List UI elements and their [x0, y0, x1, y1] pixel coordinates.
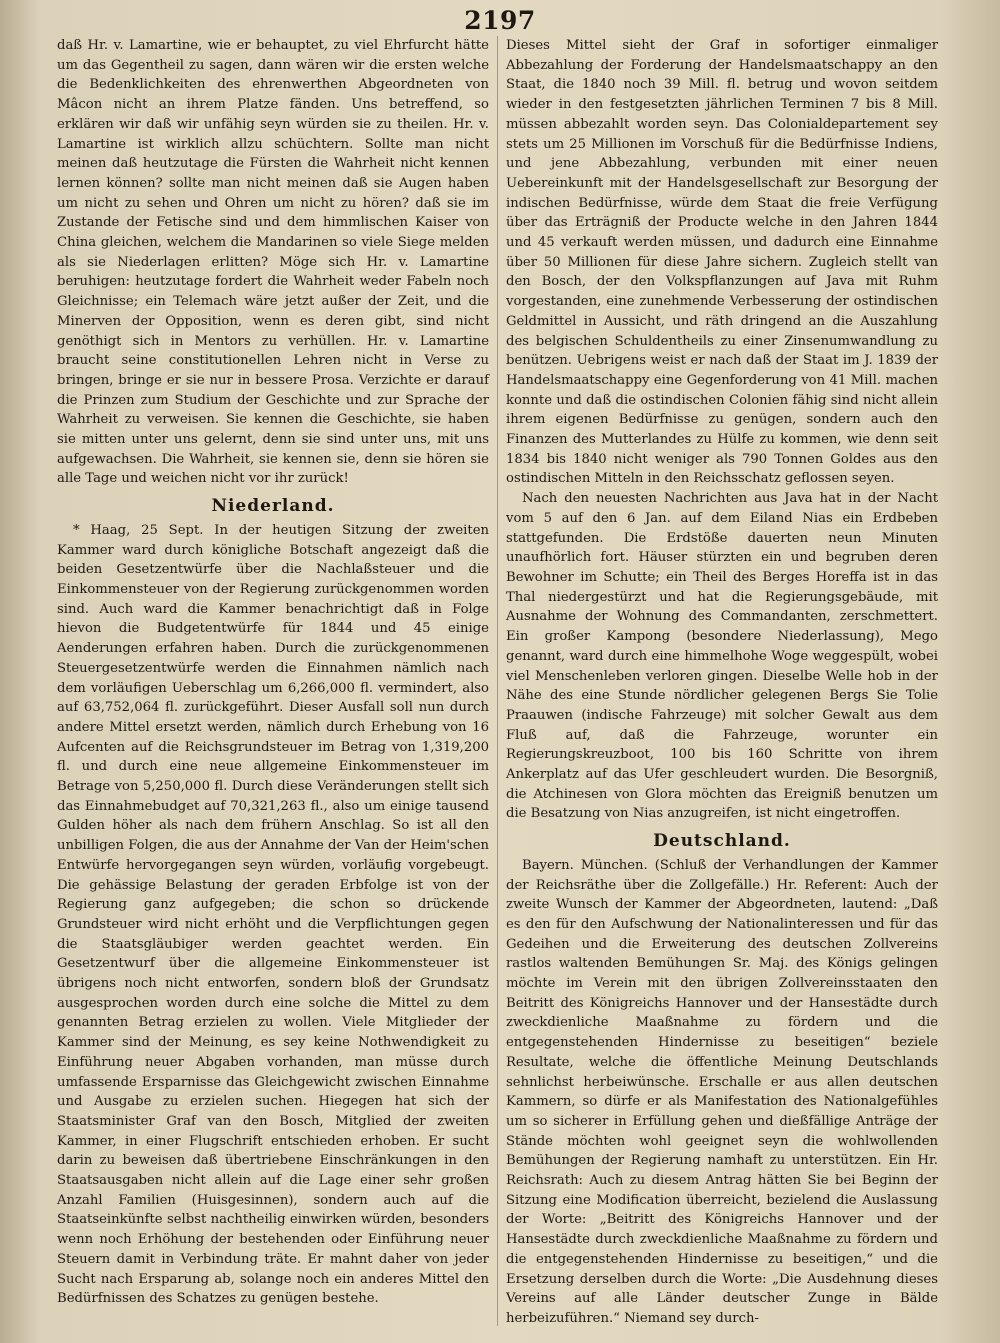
- java-earthquake-paragraph: Nach den neuesten Nachrichten aus Java hat in der Nacht vom 5 auf den 6 Jan. auf dem Eiland Nias ein Erdbeben stattgefunden. Die Erdstöße dauerten neun Minuten unaufhörlich fort. Häuser stürzten ein und begruben deren Bewohner im Schutte; ein Theil des Berges Horeffa ist in das Thal niedergestürzt und hat die Regierungsgebäude, mit Ausnahme der Wohnung des Commandanten, zerschmettert. Ein großer Kampong (besondere Niederlassung), Mego genannt, ward durch eine himmelhohe Woge weggespült, wobei viel Menschenleben verloren gingen. Dieselbe Welle hob in der Nähe des eine Stunde nördlicher gelegenen Bergs Sie Tolie Praauwen (indische Fahrzeuge) mit solcher Gewalt aus dem Fluß auf, daß die Fahrzeuge, worunter ein Regierungskreuzboot, 100 bis 160 Schritte von ihrem Ankerplatz auf das Ufer geschleudert wurden. Die Besorgniß, die Atchinesen von Glora möchten das Ereigniß benutzen um die Besatzung von Nias anzugreifen, ist nicht eingetroffen.: [506, 491, 938, 822]
- page-number: 2197: [464, 6, 536, 35]
- column-divider: [497, 36, 498, 1326]
- haag-article-paragraph: * Haag, 25 Sept. In der heutigen Sitzung der zweiten Kammer ward durch königliche Botschaft angezeigt daß die beiden Gesetzentwürfe über die Nachlaßsteuer und die Einkommensteuer von der Regierung zurückgenommen worden sind. Auch ward die Kammer benachrichtigt daß in Folge hievon die Budgetentwürfe für 1844 und 45 einige Aenderungen erfahren haben. Durch die zurückgenommenen Steuergesetzentwürfe werden die Einnahmen nämlich nach dem vorläufigen Ueberschlag um 6,266,000 fl. vermindert, also auf 63,752,064 fl. zurückgeführt. Dieser Ausfall soll nun durch andere Mittel ersetzt werden, nämlich durch Erhebung von 16 Aufcenten auf die Reichsgrundsteuer im Betrag von 1,319,200 fl. und durch eine neue allgemeine Einkommensteuer im Betrage von 5,250,000 fl. Durch diese Veränderungen stellt sich das Einnahmebudget auf 70,321,263 fl., also um einige tausend Gulden höher als nach dem frühern Anschlag. So ist all den unbilligen Folgen, die aus der Annahme der Van der Heim'schen Entwürfe hervorgegangen seyn würden, vorläufig vorgebeugt. Die gehässige Belastung der geraden Erbfolge ist von der Regierung ganz aufgegeben; die schon so drückende Grundsteuer wird nicht erhöht und die Verpflichtungen gegen die Staatsgläubiger werden geachtet werden. Ein Gesetzentwurf über die allgemeine Einkommensteuer ist übrigens noch nicht entworfen, sondern bloß der Grundsatz ausgesprochen worden durch eine solche die Mittel zu dem genannten Betrag erzielen zu wollen. Viele Mitglieder der Kammer sind der Meinung, es sey keine Nothwendigkeit zu Einführung neuer Abgaben vorhanden, man müsse durch umfassende Ersparnisse das Gleichgewicht zwischen Einnahme und Ausgabe zu erzielen suchen. Hiegegen hat sich der Staatsminister Graf van den Bosch, Mitglied der zweiten Kammer, in einer Flugschrift entschieden erhoben. Er sucht darin zu beweisen daß übertriebene Einschränkungen in den Staatsausgaben nicht allein auf die Lage einer sehr großen Anzahl Familien (Huisgesinnen), sondern auch auf die Staatseinkünfte selbst nachtheilig einwirken würden, besonders wenn noch Erhöhung der bestehenden oder Einführung neuer Steuern damit in Verbindung träte. Er mahnt daher von jeder Sucht nach Ersparung ab, solange noch ein anderes Mittel den Bedürfnissen des Schatzes zu genügen bestehe.: [57, 522, 489, 1307]
- section-heading-deutschland: Deutschland.: [653, 831, 791, 852]
- bosch-continuation-paragraph: Dieses Mittel sieht der Graf in sofortiger einmaliger Abbezahlung der Forderung der Handelsmaatschappy an den Staat, die 1840 noch 39 Mill. fl. betrug und wovon seitdem wieder in den festgesetzten jährlichen Terminen 7 bis 8 Mill. müssen abbezahlt worden seyn. Das Colonialdepartement sey stets um 25 Millionen im Vorschuß für die Bedürfnisse Indiens, und jene Abbezahlung, verbunden mit einer neuen Uebereinkunft mit der Handelsgesellschaft zur Besorgung der indischen Bedürfnisse, würde dem Staat die freie Verfügung über das Erträgniß der Producte welche in den Jahren 1844 und 45 verkauft werden müssen, und dadurch eine Einnahme über 50 Millionen für diese Jahre sichern. Zugleich stellt van den Bosch, der den Volkspflanzungen auf Java mit Ruhm vorgestanden, eine zunehmende Verbesserung der ostindischen Geldmittel in Aussicht, und räth dringend an die Auszahlung des belgischen Schuldentheils zu einer Zinsenumwandlung zu benützen. Uebrigens weist er nach daß der Staat im J. 1839 der Handelsmaatschappy eine Gegenforderung von 41 Mill. machen konnte und daß die ostindischen Colonien fähig sind nicht allein ihrem eigenen Bedürfnisse zu genügen, sondern auch den Finanzen des Mutterlandes zu Hülfe zu kommen, wie denn seit 1834 bis 1840 nicht weniger als 790 Tonnen Goldes aus den ostindischen Mitteln in den Reichsschatz geflossen seyen.: [506, 38, 938, 487]
- right-column: [506, 36, 938, 1329]
- lamartine-paragraph: daß Hr. v. Lamartine, wie er behauptet, zu viel Ehrfurcht hätte um das Gegentheil zu sagen, dann wären wir die ersten welche die Bedenklichkeiten des ehrenwerthen Abgeordneten von Mâcon nicht an ihrem Platze fänden. Uns betreffend, so erklären wir daß wir unfähig seyn würden sie zu theilen. Hr. v. Lamartine ist wirklich allzu schüchtern. Sollte man nicht meinen daß heutzutage die Fürsten die Wahrheit nicht kennen lernen können? sollte man nicht meinen daß sie Augen haben um nicht zu sehen und Ohren um nicht zu hören? daß sie im Zustande der Fetische sind und dem himmlischen Kaiser von China gleichen, welchem die Mandarinen so viele Siege melden als sie Niederlagen erlitten? Möge sich Hr. v. Lamartine beruhigen: heutzutage fordert die Wahrheit weder Fabeln noch Gleichnisse; ein Telemach wäre jetzt außer der Zeit, und die Minerven der Opposition, wenn es deren gibt, sind nicht genöthigt sich in Mentors zu verhüllen. Hr. v. Lamartine braucht seine constitutionellen Lehren nicht in Verse zu bringen, bringe er sie nur in bessere Prosa. Verzichte er darauf die Prinzen zum Studium der Geschichte und zur Sprache der Wahrheit zu verweisen. Sie kennen die Geschichte, sie haben sie mitten unter uns gelernt, denn sie sind unter uns, mit uns aufgewachsen. Die Wahrheit, sie kennen sie, denn sie hören sie alle Tage und weichen nicht vor ihr zurück!: [57, 38, 489, 487]
- bavaria-article-paragraph: Bayern. München. (Schluß der Verhandlungen der Kammer der Reichsräthe über die Zollgefälle.) Hr. Referent: Auch der zweite Wunsch der Kammer der Abgeordneten, lautend: „Daß es den für den Aufschwung der Nationalinteressen und für das Gedeihen und die Erweiterung des deutschen Zollvereins rastlos waltenden Bemühungen Sr. Maj. des Königs gelingen möchte im Verein mit den übrigen Zollvereinsstaaten den Beitritt des Königreichs Hannover und der Hansestädte durch zweckdienliche Maaßnahme zu fördern und die entgegenstehenden Hindernisse zu beseitigen“ bezielе Resultate, welche die öffentliche Meinung Deutschlands sehnlichst herbeiwünsche. Erschalle er aus allen deutschen Kammern, so dürfe er als Manifestation des Nationalgefühles um so sicherer in Erfüllung gehen und dießfällige Anträge der Stände möchten wohl geeignet seyn die wohlwollenden Bemühungen der Regierung namhaft zu unterstützen. Ein Hr. Reichsrath: Auch zu diesem Antrag hätten Sie bei Beginn der Sitzung eine Modification überreicht, bezielend die Auslassung der Worte: „Beitritt des Königreichs Hannover und der Hansestädte durch zweckdienliche Maaßnahme zu fördern und die entgegenstehenden Hindernisse zu beseitigen,“ und die Ersetzung derselben durch die Worte: „Die Ausdehnung dieses Vereins auf alle Länder deutscher Zunge in Bälde herbeizuführen.“ Niemand sey durch-: [506, 857, 938, 1326]
- left-column: [57, 36, 489, 1309]
- section-heading-niederland: Niederland.: [211, 496, 335, 517]
